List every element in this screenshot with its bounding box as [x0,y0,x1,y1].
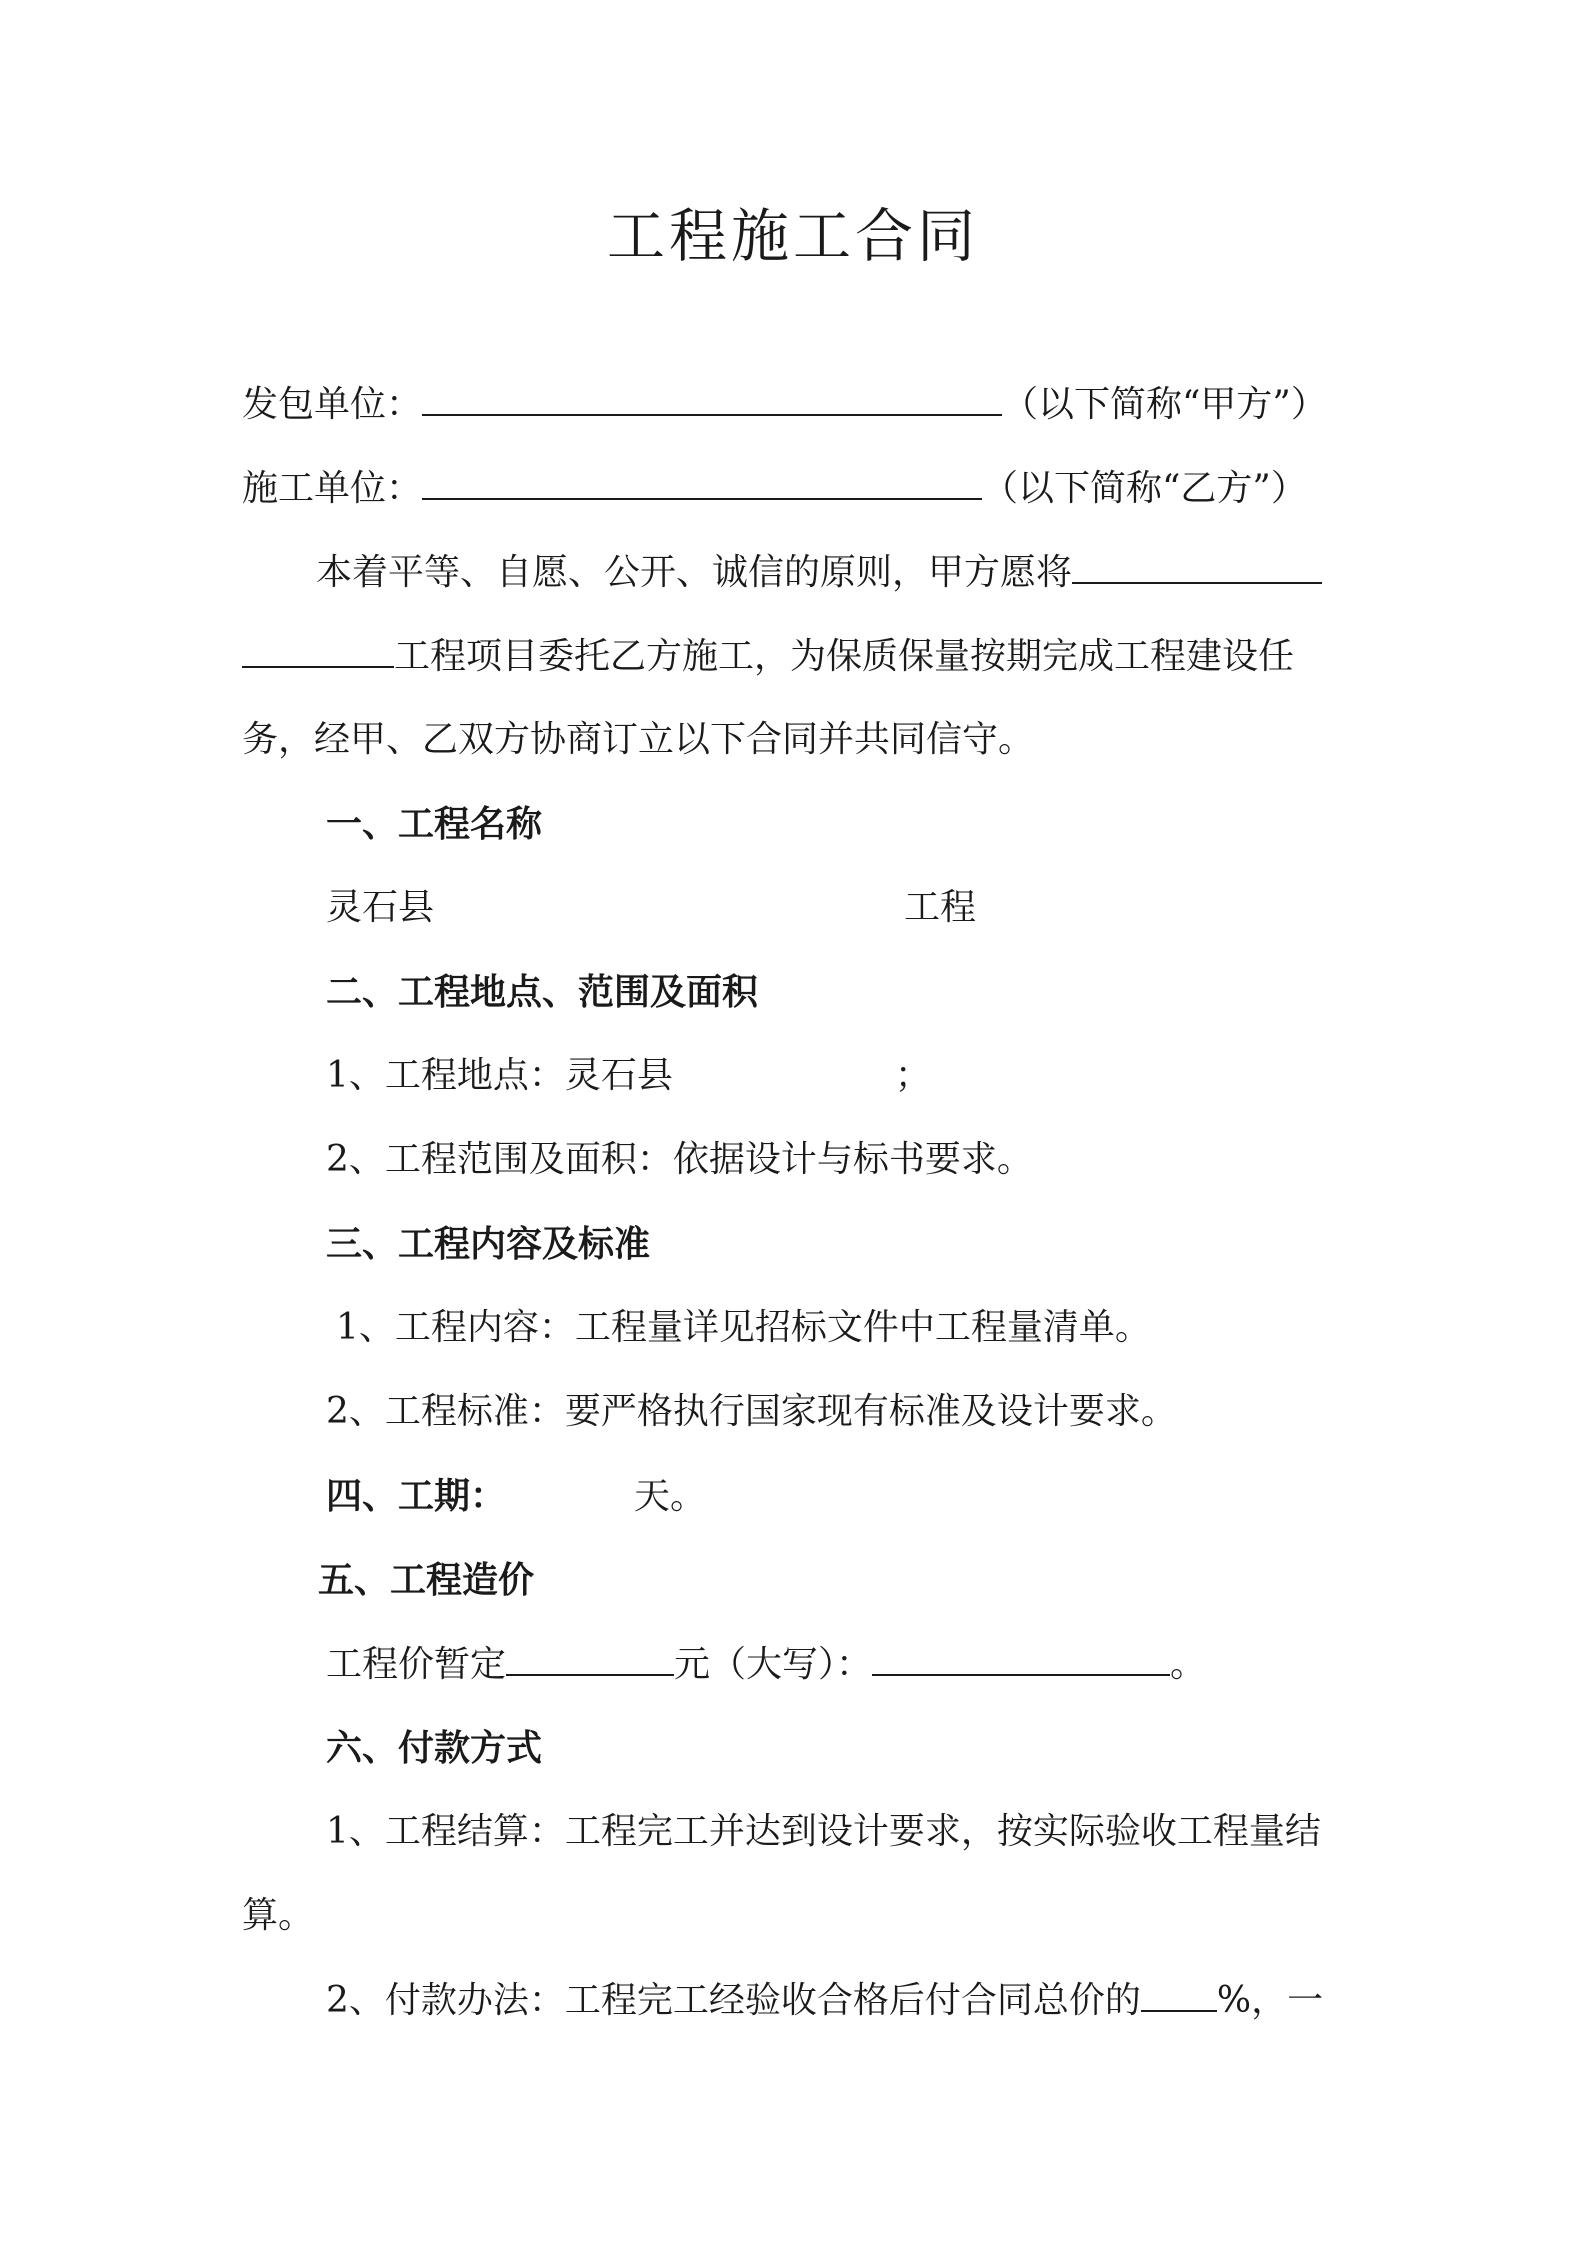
section-3-heading: 三、工程内容及标准 [326,1223,651,1265]
duration-line [326,1472,706,1521]
project-county: 灵石县 [326,887,435,928]
content-line: 1、工程内容：工程量详见招标文件中工程量清单。 [336,1307,1151,1348]
party-b-blank[interactable] [422,464,982,500]
preamble-line-3: 务，经甲、乙双方协商订立以下合同并共同信守。 [242,719,1035,760]
preamble-line-1 [316,548,1322,597]
party-a-blank[interactable] [422,380,1002,416]
section-4-heading: 四、工期： [326,1475,507,1517]
section-6-heading: 六、付款方式 [326,1727,543,1769]
standard-line: 2、工程标准：要严格执行国家现有标准及设计要求。 [326,1391,1177,1432]
price-label: 工程价暂定 [326,1644,507,1685]
project-blank-b[interactable] [242,632,394,668]
party-b-line [242,464,1307,513]
duration-unit: 天。 [634,1476,707,1517]
settlement-line-1: 1、工程结算：工程完工并达到设计要求，按实际验收工程量结 [326,1811,1321,1852]
scope-line: 2、工程范围及面积：依据设计与标书要求。 [326,1139,1033,1180]
preamble-line-2 [242,632,1294,681]
party-b-label: 施工单位： [242,468,423,509]
section-1-heading: 一、工程名称 [326,803,543,845]
party-a-label: 发包单位： [242,384,423,425]
document-title: 工程施工合同 [606,202,979,270]
project-suffix: 工程 [904,887,977,928]
section-2-heading: 二、工程地点、范围及面积 [326,971,759,1013]
payment-text: 2、付款办法：工程完工经验收合格后付合同总价的 [326,1980,1141,2021]
payment-line [326,1976,1323,2025]
preamble-text-2: 工程项目委托乙方施工，为保质保量按期完成工程建设任 [394,636,1295,677]
party-a-suffix: （以下简称“甲方”） [1002,384,1327,425]
party-b-suffix: （以下简称“乙方”） [982,468,1307,509]
section-5-heading: 五、工程造价 [318,1559,535,1601]
project-name-line [326,884,976,932]
settlement-line-2: 算。 [242,1895,315,1936]
payment-percent-blank[interactable] [1141,1976,1217,2012]
price-unit: 元（大写）： [674,1644,873,1685]
preamble-text-1: 本着平等、自愿、公开、诚信的原则，甲方愿将 [316,552,1073,593]
location-line [326,1052,931,1100]
price-words-blank[interactable] [872,1640,1170,1676]
location-text: 1、工程地点：灵石县 [326,1055,673,1096]
price-amount-blank[interactable] [506,1640,674,1676]
price-line [326,1640,1206,1689]
price-end: 。 [1170,1644,1207,1685]
location-end: ； [894,1055,931,1096]
payment-end: %，一 [1216,1980,1324,2021]
project-blank-a[interactable] [1072,548,1322,584]
party-a-line [242,380,1327,429]
